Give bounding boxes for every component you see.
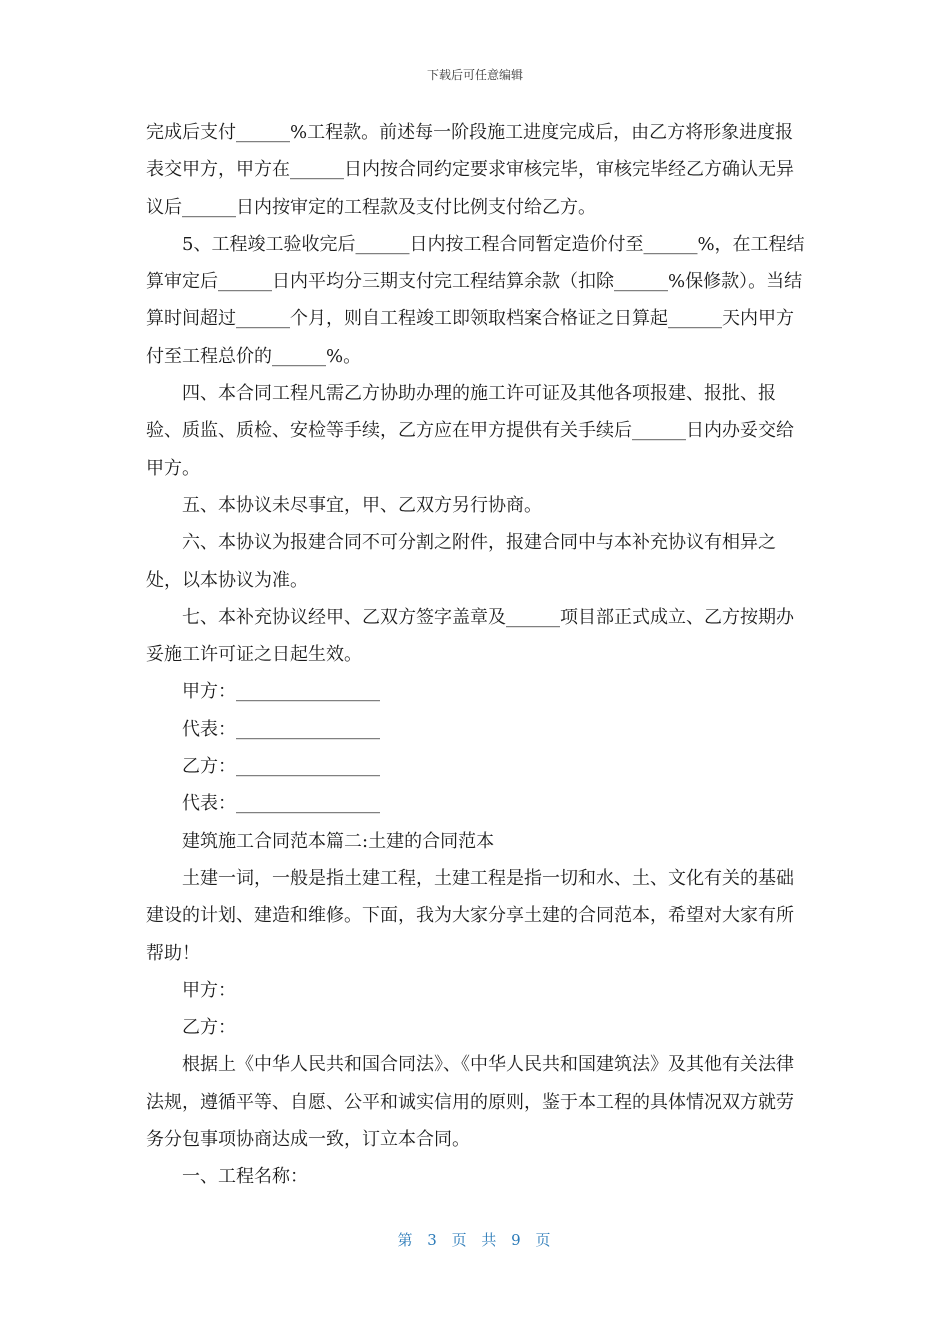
signature-party-a: 甲方：________________	[182, 681, 380, 703]
paragraph-legal-basis: 根据上《中华人民共和国合同法》、《中华人民共和国建筑法》及其他有关法律法规，遵循平等、自愿、公平和诚实信用的原则，鉴于本工程的具体情况双方就劳务分包事项协商达成一致，订立本合同。	[146, 1054, 794, 1151]
page-header: 下载后可任意编辑	[426, 68, 523, 82]
signature-party-b: 乙方：________________	[182, 756, 380, 778]
document-body	[146, 114, 806, 1196]
section-title: 建筑施工合同范本篇二:土建的合同范本	[182, 830, 495, 852]
paragraph-clause-seven: 七、本补充协议经甲、乙双方签字盖章及______项目部正式成立、乙方按期办妥施工许可证之日起生效。	[146, 606, 794, 666]
paragraph-clause-six: 六、本协议为报建合同不可分割之附件，报建合同中与本补充协议有相异之处，以本协议为准。	[146, 532, 776, 591]
paragraph-clause-four: 四、本合同工程凡需乙方协助办理的施工许可证及其他各项报建、报批、报验、质监、质检、安检等手续，乙方应在甲方提供有关手续后______日内办妥交给甲方。	[146, 383, 794, 479]
item-project-name: 一、工程名称：	[182, 1166, 308, 1188]
signature-representative-b: 代表：________________	[182, 793, 380, 815]
paragraph-clause-five: 五、本协议未尽事宜，甲、乙双方另行协商。	[182, 494, 542, 516]
paragraph-payment-stage: 完成后支付______%工程款。前述每一阶段施工进度完成后，由乙方将形象进度报表交甲方，甲方在______日内按合同约定要求审核完毕，审核完毕经乙方确认无异议后______日内按审定的工程款及支付比例支付给乙方。	[146, 122, 794, 218]
party-b-line: 乙方：	[182, 1017, 236, 1039]
page-number-footer: 第 3 页 共 9 页	[397, 1231, 553, 1249]
paragraph-intro: 土建一词，一般是指土建工程，土建工程是指一切和水、土、文化有关的基础建设的计划、建造和维修。下面，我为大家分享土建的合同范本，希望对大家有所帮助！	[146, 867, 794, 964]
signature-representative-a: 代表：________________	[182, 718, 380, 740]
party-a-line: 甲方：	[182, 979, 236, 1001]
paragraph-clause-5: 5、工程竣工验收完后______日内按工程合同暂定造价付至______%，在工程结算审定后______日内平均分三期支付完工程结算余款（扣除______%保修款）。当结算时间超过______个月，则自工程竣工即领取档案合格证之日算起______天内甲方付至工程总价的______%。	[146, 233, 805, 367]
